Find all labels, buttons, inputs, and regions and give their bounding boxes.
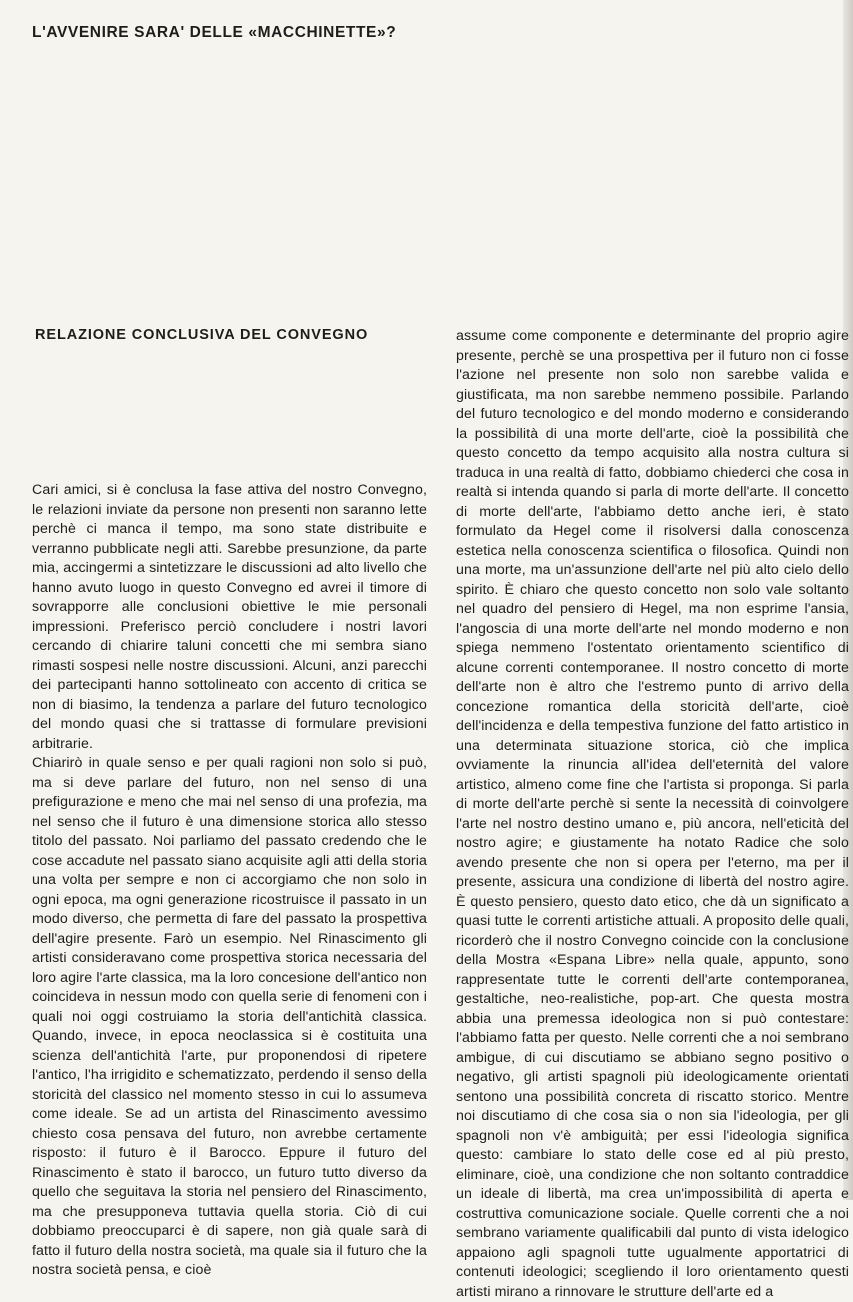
paragraph: assume come componente e determinante del proprio agire presente, perchè se una prospettiva per il futuro non ci fosse l'azione nel presente non solo non sarebbe valida e giustificata, ma non sarebbe nemmeno possibile. Parlando del futuro tecnologico e del mondo moderno e considerando la possibilità di una morte dell'arte, cioè la possibilità che questo concetto da tempo acquisito alla nostra cultura si traduca in una realtà di fatto, dobbiamo chiederci che cosa in realtà si intenda quando si parla di morte dell'arte. Il concetto di morte dell'arte, l'abbiamo detto anche ieri, è stato formulato da Hegel come il risolversi dalla conoscenza estetica nella conoscenza scientifica o filosofica. Quindi non una morte, ma un'assunzione dell'arte nel più alto cielo dello spirito. È chiaro che questo concetto non solo vale soltanto nel quadro del pensiero di Hegel, ma non esprime l'ansia, l'angoscia di una morte dell'arte nel mondo moderno e non spiega nemmeno l'ostentato orientamento scientifico di alcune correnti contemporanee. Il nostro concetto di morte dell'arte non è altro che l'estremo punto di arrivo della concezione romantica della storicità dell'arte, cioè dell'incidenza e della tempestiva funzione del fatto artistico in una determinata situazione storica, ciò che implica ovviamente la rinuncia all'idea dell'eternità del valore artistico, almeno come fine che l'artista si proponga. Si parla di morte dell'arte perchè si sente la necessità di coinvolgere l'arte nel nostro destino umano e, più ancora, nell'eticità del nostro agire; e giustamente ha notato Radice che solo avendo presente che non si opera per l'eterno, ma per il presente, assicura una condizione di libertà del nostro agire. È questo pensiero, questo dato etico, che dà un significato a quasi tutte le correnti artistiche attuali. A proposito delle quali, ricorderò che il nostro Convegno coincide con la conclusione della Mostra «Espana Libre» nella quale, appunto, sono rappresentate tutte le correnti dell'arte contemporanea, gestaltiche, neo-realistiche, pop-art. Che questa mostra abbia una premessa ideologica non si può contestare: l'abbiamo fatta per questo. Nelle correnti che a noi sembrano ambigue, di cui discutiamo se abbiano segno positivo o negativo, gli artisti spagnoli più ideologicamente orientati sentono una possibilità concreta di riscatto storico. Mentre noi discutiamo di che cosa sia o non sia l'ideologia, per gli spagnoli non v'è ambiguità; per essi l'ideologia significa questo: cambiare lo stato delle cose ed al più presto, eliminare, cioè, una condizione che non soltanto contraddice un ideale di libertà, ma crea un'impossibilità di aperta e costruttiva comunicazione sociale. Quelle correnti che a noi sembrano variamente qualificabili dal punto di vista idelogico appaiono agli spagnoli tutte ugualmente apportatrici di contenuti ideologici; scegliendo il loro orientamento questi artisti mirano a rinnovare le strutture dell'arte ed a	[456, 328, 849, 1300]
page-header-title: L'AVVENIRE SARA' DELLE «MACCHINETTE»?	[32, 24, 397, 41]
section-title: RELAZIONE CONCLUSIVA DEL CONVEGNO	[35, 327, 369, 343]
paragraph: Chiarirò in quale senso e per quali ragioni non solo si può, ma si deve parlare del futuro, non nel senso di una prefigurazione e meno che mai nel senso di una profezia, ma nel senso che il futuro è una dimensione storica allo stesso titolo del passato. Noi parliamo del passato credendo che le cose accadute nel passato siano acquisite agli atti della storia una volta per sempre e non ci accorgiamo che non solo in ogni epoca, ma ogni generazione ricostruisce il passato in un modo diverso, che permetta di fare del passato la prospettiva dell'agire presente. Farò un esempio. Nel Rinascimento gli artisti consideravano come prospettiva storica necessaria del loro agire l'arte classica, ma la loro concesione dell'antico non coincideva in nessun modo con quella serie di fenomeni con i quali noi oggi costruiamo la storia dell'antichità classica. Quando, invece, in epoca neoclassica si è costituita una scienza dell'antichità l'arte, pur proponendosi di ripetere l'antico, l'ha irrigidito e schematizzato, perdendo il senso della storicità del classico nel momento stesso in cui lo assumeva come ideale. Se ad un artista del Rinascimento avessimo chiesto cosa pensava del futuro, non avrebbe certamente risposto: il futuro è il Barocco. Eppure il futuro del Rinascimento è stato il barocco, un futuro tutto diverso da quello che seguitava la storia nel pensiero del Rinascimento, ma che presupponeva tuttavia quella storia. Ciò di cui dobbiamo preoccuparci è di sapere, non già quale sarà di fatto il futuro della nostra società, ma quale sia il futuro che la nostra società pensa, e cioè	[32, 755, 427, 1278]
paragraph: Cari amici, si è conclusa la fase attiva del nostro Convegno, le relazioni inviate da persone non presenti non saranno lette perchè ci manca il tempo, ma sono state distribuite e verranno pubblicate negli atti. Sarebbe presunzione, da parte mia, accingermi a sintetizzare le discussioni ad alto livello che hanno avuto luogo in questo Convegno ed avrei il timore di sovrapporre alle conclusioni obiettive le mie personali impressioni. Preferisco perciò concludere i nostri lavori cercando di chiarire taluni concetti che mi sembra siano rimasti sospesi nelle nostre discussioni. Alcuni, anzi parecchi dei partecipanti hanno sottolineato con accento di critica se non di biasimo, la tendenza a parlare del futuro tecnologico del mondo quasi che si trattasse di formulare previsioni arbitrarie.	[32, 482, 427, 752]
text-column-right	[456, 327, 849, 1302]
text-column-left	[32, 481, 427, 1281]
